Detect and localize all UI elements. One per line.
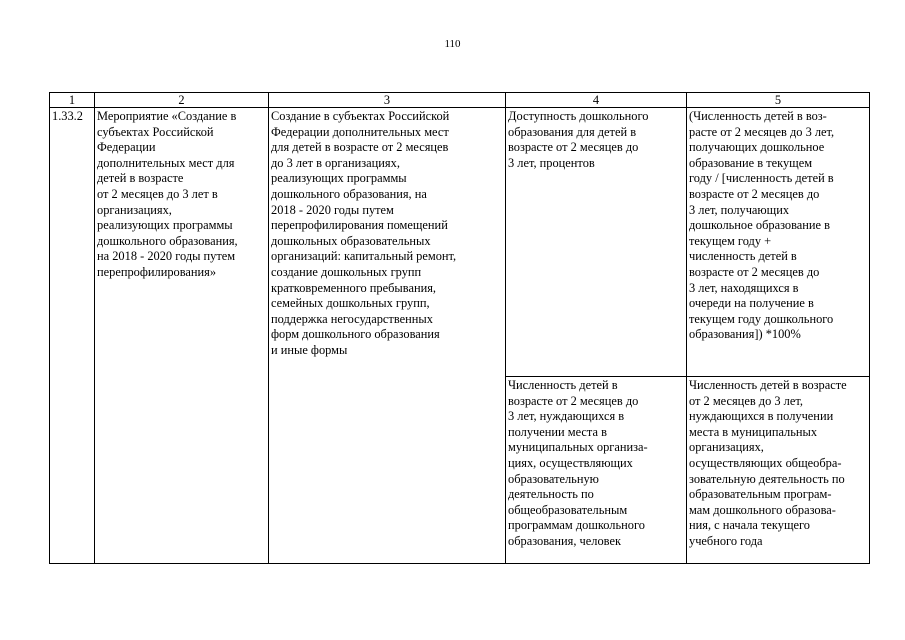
column-header: 4 (506, 93, 687, 108)
column-header: 5 (687, 93, 870, 108)
indicator-name-cell: Доступность дошкольного образования для детей в возрасте от 2 месяцев до 3 лет, процентов (506, 108, 687, 377)
column-header: 3 (269, 93, 506, 108)
indicator-formula-cell: (Численность детей в воз- расте от 2 месяцев до 3 лет, получающих дошкольное образование в текущем году / [численность детей в возрасте от 2 месяцев до 3 лет, получающих дошкольное образование в текущем году + численность детей в возрасте от 2 месяцев до 3 лет, находящихся в очереди на получение в текущем году дошкольного образования]) *100% (687, 108, 870, 377)
measures-table (49, 92, 870, 564)
row-number-cell: 1.33.2 (50, 108, 95, 564)
measure-description-cell: Создание в субъектах Российской Федерации дополнительных мест для детей в возрасте от 2 месяцев до 3 лет в организациях, реализующих программы дошкольного образования, на 2018 - 2020 годы путем перепрофилирования помещений дошкольных образовательных организаций: капитальный ремонт, создание дошкольных групп кратковременного пребывания, семейных дошкольных групп, поддержка негосударственных форм дошкольного образования и иные формы (269, 108, 506, 564)
column-header: 1 (50, 93, 95, 108)
header-row (50, 93, 870, 108)
indicator-name-cell: Численность детей в возрасте от 2 месяцев до 3 лет, нуждающихся в получении места в муниципальных организа- циях, осуществляющих образовательную деятельность по общеобразовательным программам дошкольного образования, человек (506, 377, 687, 564)
page-number: 110 (444, 38, 461, 50)
measure-name-cell: Мероприятие «Создание в субъектах Российской Федерации дополнительных мест для детей в возрасте от 2 месяцев до 3 лет в организациях, реализующих программы дошкольного образования, на 2018 - 2020 годы путем перепрофилирования» (95, 108, 269, 564)
column-header: 2 (95, 93, 269, 108)
indicator-formula-cell: Численность детей в возрасте от 2 месяцев до 3 лет, нуждающихся в получении места в муниципальных организациях, осуществляющих общеобра- зовательную деятельность по образовательным програм- мам дошкольного образова- ния, с начала текущего учебного года (687, 377, 870, 564)
table-row (50, 108, 870, 377)
